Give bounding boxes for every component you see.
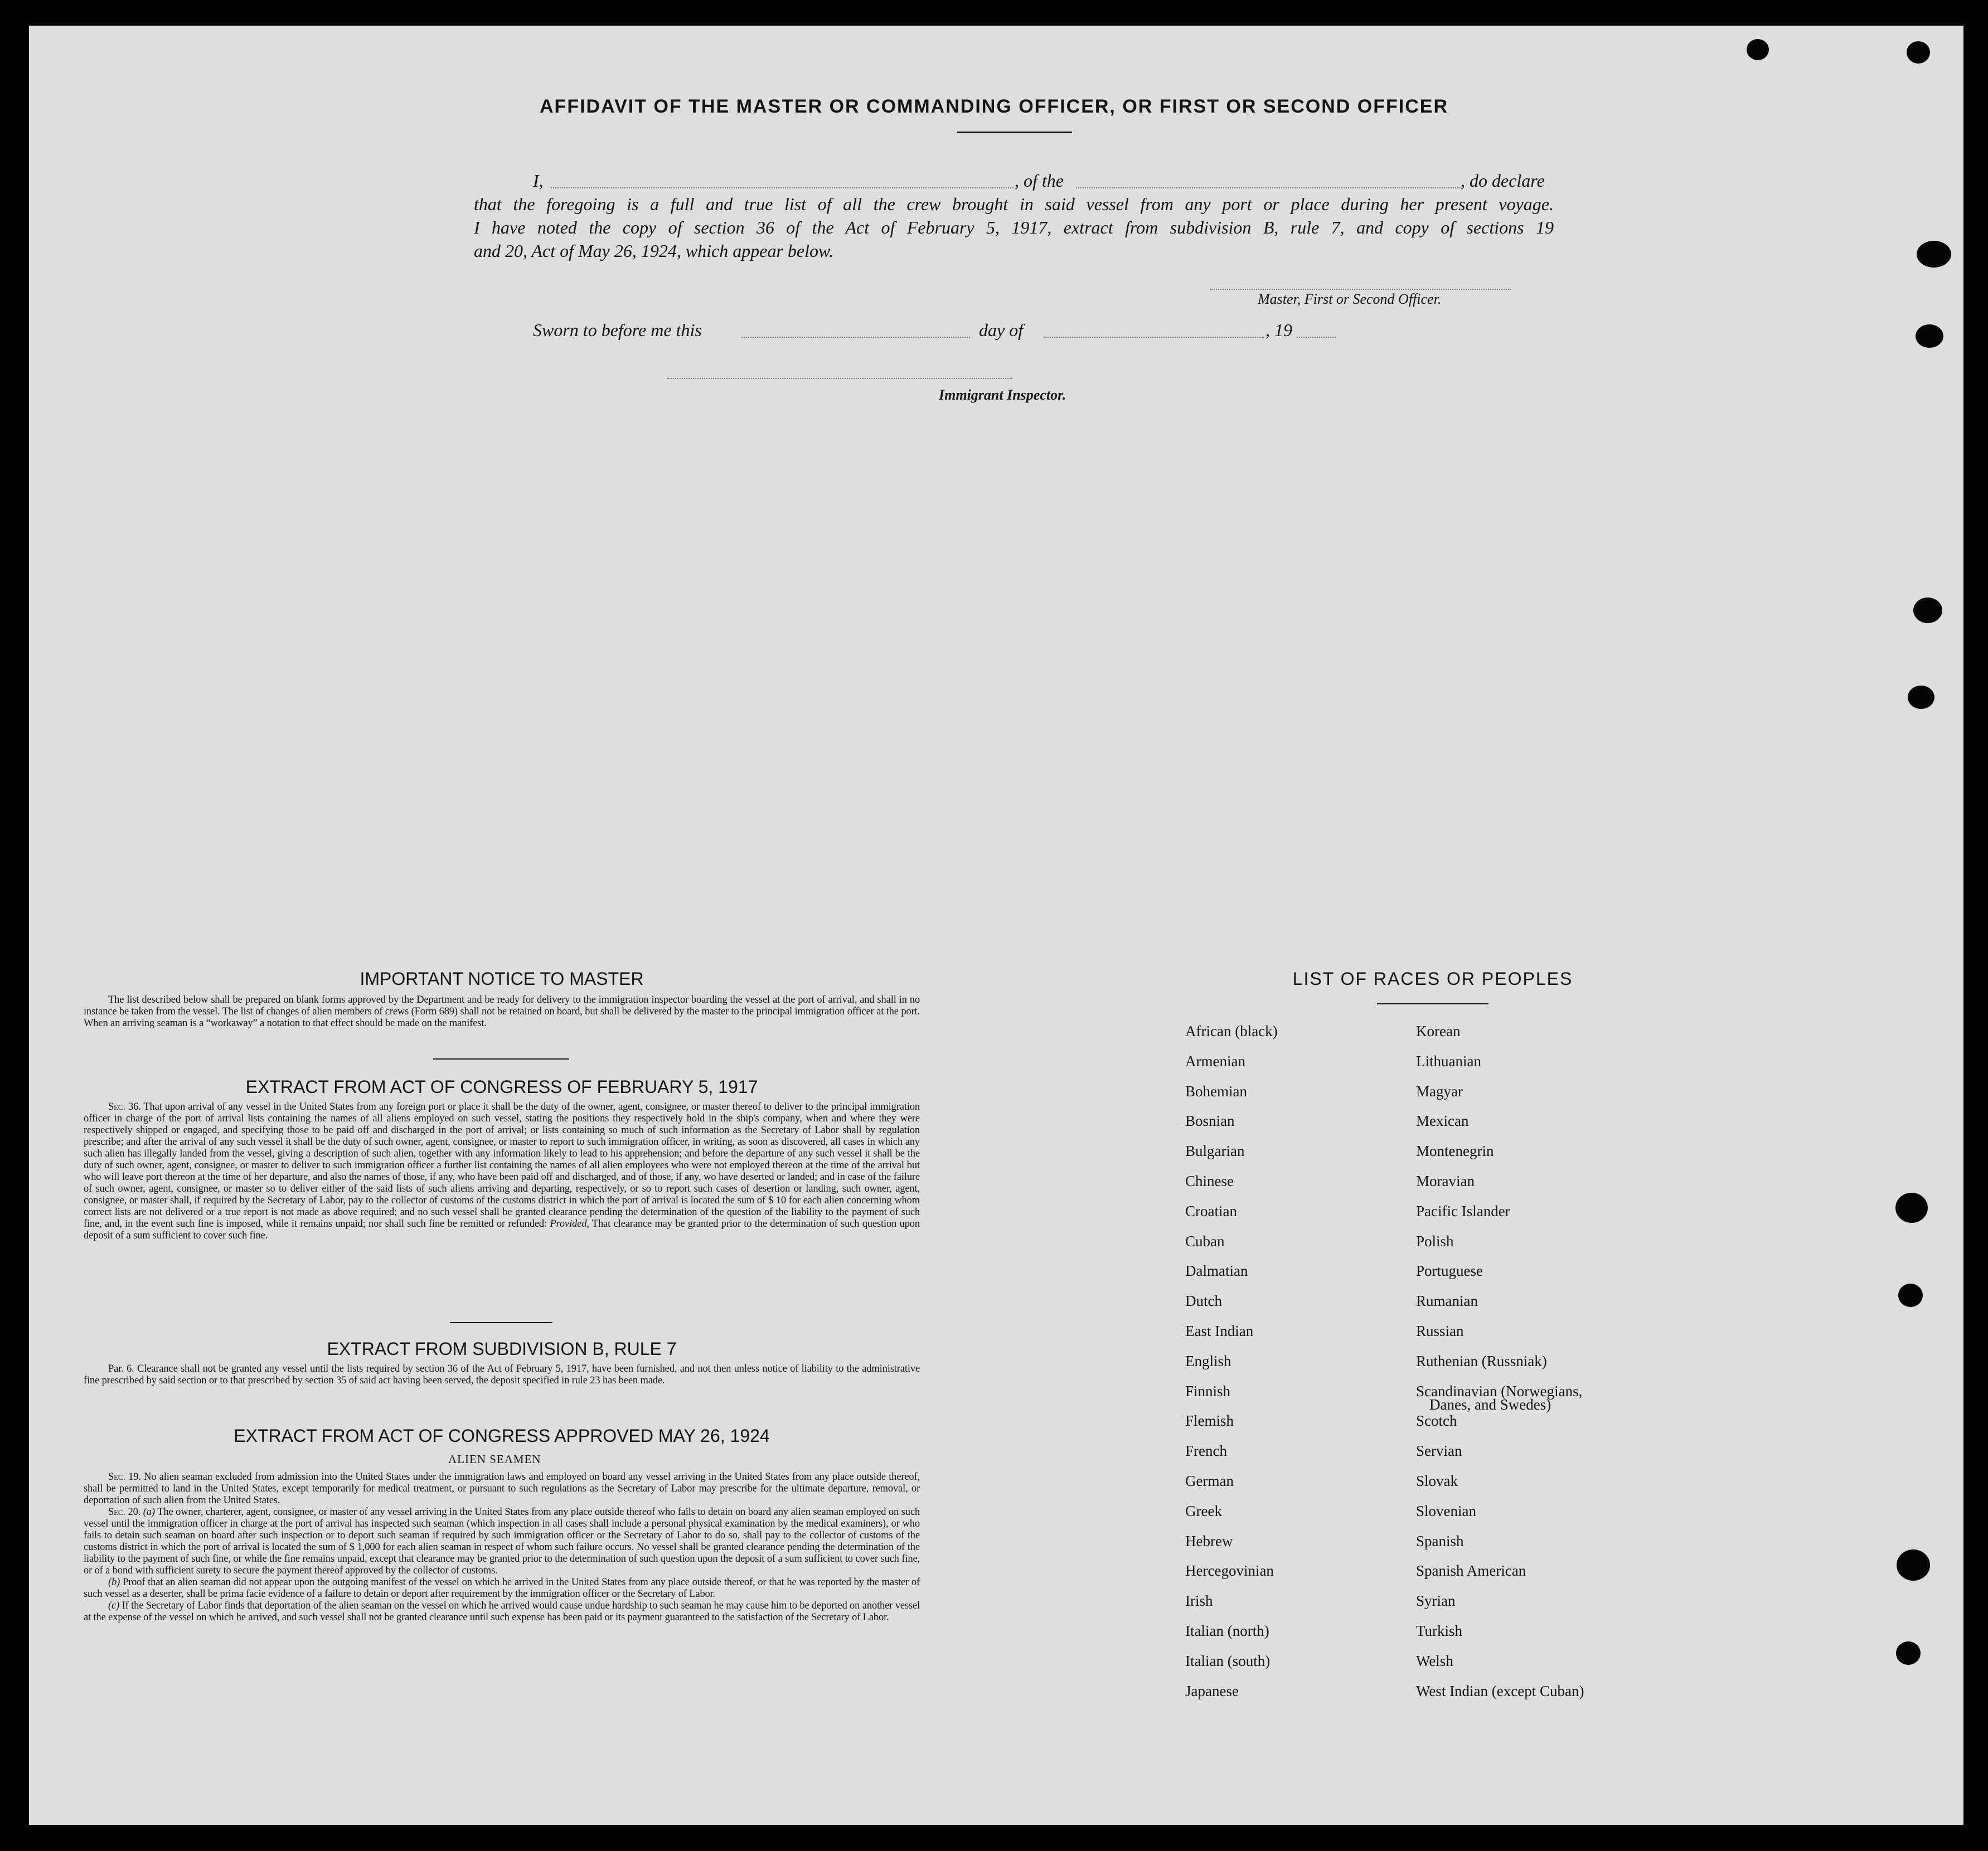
sec-19-label: Sec. 19. bbox=[108, 1471, 141, 1483]
binder-hole bbox=[1917, 241, 1951, 268]
rule-7-body bbox=[84, 1363, 920, 1387]
race-item: Japanese bbox=[1185, 1682, 1239, 1699]
sec-36-label: Sec. 36. bbox=[108, 1101, 141, 1112]
inspector-signature-field[interactable] bbox=[667, 378, 1012, 379]
binder-hole bbox=[1907, 41, 1930, 64]
divider bbox=[450, 1322, 552, 1323]
binder-hole bbox=[1895, 1193, 1928, 1223]
race-item: Mexican bbox=[1416, 1112, 1469, 1130]
notice-text: The list described below shall be prepared on blank forms approved by the Department and be ready for delivery to the immigration inspector boarding the vessel at the port of arrival, and shall in no instance be taken from the vessel. The list of changes of alien members of crews (Form 689) shall not be retained on board, but shall be delivered by the master to the principal immigration officer at the port. When an arriving seaman is a “workaway” a notation to that effect should be made on the manifest. bbox=[84, 994, 920, 1029]
race-item: Croatian bbox=[1185, 1202, 1237, 1220]
race-item: Greek bbox=[1185, 1502, 1222, 1519]
race-item: Portuguese bbox=[1416, 1262, 1483, 1280]
sec-20b-text: Proof that an alien seaman did not appear upon the outgoing manifest of the vessel on which he arrived in the United States from any place outside thereof, or that he was reported by the master of such vessel as a deserter, shall be prima facie evidence of a failure to detain or deport after requirement by the immigration officer or the Secretary of Labor. bbox=[84, 1577, 920, 1600]
provided-word: Provided, bbox=[550, 1218, 589, 1230]
binder-hole bbox=[1908, 686, 1934, 709]
affidavit-of-the: , of the bbox=[1015, 171, 1064, 191]
sworn-label: Sworn to before me this bbox=[533, 320, 702, 340]
race-item: Polish bbox=[1416, 1232, 1454, 1250]
sworn-day-field[interactable] bbox=[741, 337, 970, 338]
race-item: Rumanian bbox=[1416, 1293, 1478, 1310]
race-item: Slovenian bbox=[1416, 1502, 1476, 1519]
races-rule bbox=[1377, 1003, 1488, 1004]
race-item: Montenegrin bbox=[1416, 1143, 1494, 1160]
master-caption: Master, First or Second Officer. bbox=[1258, 291, 1442, 307]
notice-body bbox=[84, 994, 920, 1029]
binder-hole bbox=[1898, 1284, 1923, 1307]
inspector-caption: Immigrant Inspector. bbox=[939, 387, 1066, 403]
race-item: Korean bbox=[1416, 1023, 1461, 1039]
race-item: Welsh bbox=[1416, 1652, 1453, 1669]
sec-20-label: Sec. 20. bbox=[108, 1507, 141, 1518]
notice-title: IMPORTANT NOTICE TO MASTER bbox=[360, 969, 644, 989]
rule-7-text: Par. 6. Clearance shall not be granted any vessel until the lists required by section 36 of the Act of February 5, 1917, have been furnished, and not then unless notice of liability to the administrative fine prescribed by said section or to that prescribed by section 35 of said act having been served, the deposit specified in rule 23 has been made. bbox=[84, 1363, 920, 1386]
sec-36-text: That upon arrival of any vessel in the United States from any foreign port or place it shall be the duty of the owner, agent, consignee, or master thereof to deliver to the principal immigration officer in charge of the port of arrival lists containing the names of all aliens employed on such vessel, stating the positions they respectively hold in the ship's company, when and where they were respectively shipped or engaged, and specifying those to be paid off and discharged in the port of arrival; or lists containing so much of such information as the Secretary of Labor shall by regulation prescribe; and after the arrival of any such vessel it shall be the duty of such owner, agent, consignee, or master to report to such immigration officer, in writing, as soon as discovered, all cases in which any such alien has illegally landed from the vessel, giving a description of such alien, together with any information likely to lead to his apprehension; and before the departure of any such vessel it shall be the duty of such owner, agent, consignee, or master to deliver to such immigration officer a further list containing the names of all alien employees who were not employed thereon at the time of the arrival but who will leave port thereon at the time of her departure, and also the names of those, if any, who have been paid off and discharged, and of those, if any, wo have deserted or landed; and in case of the failure of such owner, agent, consignee, or master so to deliver either of the said lists of such aliens arriving and departing, respectively, or so to report such cases of desertion or landing, such owner, agent, consignee, or master shall, if required by the Secretary of Labor, pay to the collector of customs of the customs district in which the port of arrival is located the sum of $ 10 for each alien concerning whom correct lists are not delivered or a true report is not made as above required; and no such vessel shall be granted clearance pending the determination of the question of the liability to the payment of such fine, and, in the event such fine is imposed, while it remains unpaid; nor shall such fine be remitted or refunded: bbox=[84, 1101, 920, 1230]
sworn-year-field[interactable] bbox=[1297, 337, 1336, 338]
name-field[interactable] bbox=[551, 187, 1014, 188]
sec-20c-label: (c) bbox=[108, 1600, 120, 1611]
binder-hole bbox=[1916, 324, 1943, 348]
race-item: Chinese bbox=[1185, 1173, 1234, 1189]
race-item: Irish bbox=[1185, 1592, 1213, 1610]
race-item: Spanish bbox=[1416, 1532, 1464, 1549]
race-item: French bbox=[1185, 1442, 1227, 1460]
binder-hole bbox=[1747, 39, 1769, 60]
sec-20c-text: If the Secretary of Labor finds that deportation of the alien seaman on the vessel on which he arrived would cause undue hardship to such seaman he may cause him to be deported on another vessel at the expense of the vessel on which he arrived, and such vessel shall not be granted clearance until such expense has been paid or its payment guaranteed to the satisfaction of the Secretary of Labor. bbox=[84, 1600, 920, 1623]
alien-seamen-subtitle: ALIEN SEAMEN bbox=[448, 1452, 541, 1466]
race-item: Armenian bbox=[1185, 1052, 1245, 1070]
race-item: Moravian bbox=[1416, 1173, 1475, 1189]
race-item: Slovak bbox=[1416, 1473, 1458, 1489]
binder-hole bbox=[1913, 597, 1942, 623]
race-item: Italian (north) bbox=[1185, 1622, 1269, 1639]
race-item: Scandinavian (Norwegians, bbox=[1416, 1382, 1583, 1400]
binder-hole bbox=[1896, 1641, 1921, 1665]
race-item: Turkish bbox=[1416, 1622, 1463, 1639]
race-item: Cuban bbox=[1185, 1232, 1225, 1250]
extract-1924-title: EXTRACT FROM ACT OF CONGRESS APPROVED MAY 26, 1924 bbox=[234, 1426, 770, 1446]
affidavit-line-2: that the foregoing is a full and true list of all the crew brought in said vessel from any port or place during her present voyage. bbox=[474, 194, 1554, 214]
sworn-month-field[interactable] bbox=[1044, 337, 1264, 338]
affidavit-title: AFFIDAVIT OF THE MASTER OR COMMANDING OFFICER, OR FIRST OR SECOND OFFICER bbox=[540, 96, 1448, 117]
race-item: Hercegovinian bbox=[1185, 1562, 1274, 1580]
title-rule bbox=[957, 132, 1072, 133]
divider bbox=[433, 1058, 569, 1060]
sec-20a-text: The owner, charterer, agent, consignee, or master of any vessel arriving in the United States from any place outside thereof who fails to detain on board any alien seaman employed on such vessel until the immigration officer in charge at the port of arrival has inspected such seaman (which inspection in all cases shall include a personal physical examination by the medical examiners), or who fails to detain such seaman on board after such inspection or to deport such seaman if required by such immigration officer or the Secretary of Labor to do so, shall pay to the collector of customs of the customs district in which the port of arrival is located the sum of $ 1,000 for each alien seaman in respect of whom such failure occurs. No vessel shall be granted clearance pending the determination of the liability to the payment of such fine, or while the fine remains unpaid, except that clearance may be granted prior to the determination of such question upon the deposit of a sum sufficient to cover such fine, or of a bond with sufficient surety to secure the payment thereof approved by the collector of customs. bbox=[84, 1507, 920, 1576]
rule-7-title: EXTRACT FROM SUBDIVISION B, RULE 7 bbox=[327, 1339, 677, 1359]
race-item: Scotch bbox=[1416, 1412, 1457, 1430]
affidavit-line-4: and 20, Act of May 26, 1924, which appear below. bbox=[474, 241, 833, 261]
race-item: African (black) bbox=[1185, 1023, 1278, 1039]
affidavit-line-3: I have noted the copy of section 36 of the Act of February 5, 1917, extract from subdivision B, rule 7, and copy of sections 19 bbox=[474, 217, 1554, 237]
race-item: Ruthenian (Russniak) bbox=[1416, 1352, 1547, 1369]
race-item: Dutch bbox=[1185, 1293, 1222, 1310]
race-item: Dalmatian bbox=[1185, 1262, 1248, 1280]
binder-hole bbox=[1897, 1549, 1930, 1581]
vessel-field[interactable] bbox=[1076, 187, 1461, 188]
extract-1917-body bbox=[84, 1101, 920, 1242]
race-item: Magyar bbox=[1416, 1082, 1463, 1100]
affidavit-i: I, bbox=[533, 171, 544, 191]
sec-20a-label: (a) bbox=[143, 1507, 155, 1518]
race-item-scandinavian-cont: Danes, and Swedes) bbox=[1429, 1396, 1551, 1413]
sec-20b-label: (b) bbox=[108, 1577, 120, 1588]
extract-1917-title: EXTRACT FROM ACT OF CONGRESS OF FEBRUARY 5, 1917 bbox=[245, 1077, 758, 1097]
day-of-label: day of bbox=[979, 320, 1024, 340]
race-item: Bohemian bbox=[1185, 1082, 1247, 1100]
race-item: East Indian bbox=[1185, 1323, 1254, 1339]
affidavit-do-declare: , do declare bbox=[1461, 171, 1545, 191]
race-item: Pacific Islander bbox=[1416, 1202, 1510, 1220]
race-item: Hebrew bbox=[1185, 1532, 1233, 1549]
race-item: Syrian bbox=[1416, 1592, 1456, 1610]
race-item: Bulgarian bbox=[1185, 1143, 1245, 1160]
race-item: English bbox=[1185, 1352, 1231, 1369]
sec-36-tail: That clearance may be granted prior to the determination of such question upon deposit of a sum sufficient to cover such fine. bbox=[84, 1218, 920, 1241]
race-item: Russian bbox=[1416, 1323, 1464, 1339]
race-item: Servian bbox=[1416, 1442, 1462, 1460]
extract-1924-body bbox=[84, 1471, 920, 1624]
race-item: German bbox=[1185, 1473, 1234, 1489]
race-item: Italian (south) bbox=[1185, 1652, 1271, 1669]
master-signature-field[interactable] bbox=[1210, 289, 1511, 290]
race-item: Finnish bbox=[1185, 1382, 1231, 1400]
year-prefix: , 19 bbox=[1265, 320, 1292, 340]
race-item: West Indian (except Cuban) bbox=[1416, 1682, 1584, 1699]
race-item: Flemish bbox=[1185, 1412, 1234, 1430]
sec-19-text: No alien seaman excluded from admission into the United States under the immigration laws and employed on board any vessel arriving in the United States from any place outside thereof, shall be permitted to land in the United States, except temporarily for medical treatment, or pursuant to such regulations as the Secretary of Labor may prescribe for the ultimate departure, removal, or deportation of such alien from the United States. bbox=[84, 1471, 920, 1506]
race-item: Spanish American bbox=[1416, 1562, 1526, 1580]
races-title: LIST OF RACES OR PEOPLES bbox=[1292, 969, 1573, 989]
race-item: Bosnian bbox=[1185, 1112, 1235, 1130]
race-item: Lithuanian bbox=[1416, 1052, 1481, 1070]
